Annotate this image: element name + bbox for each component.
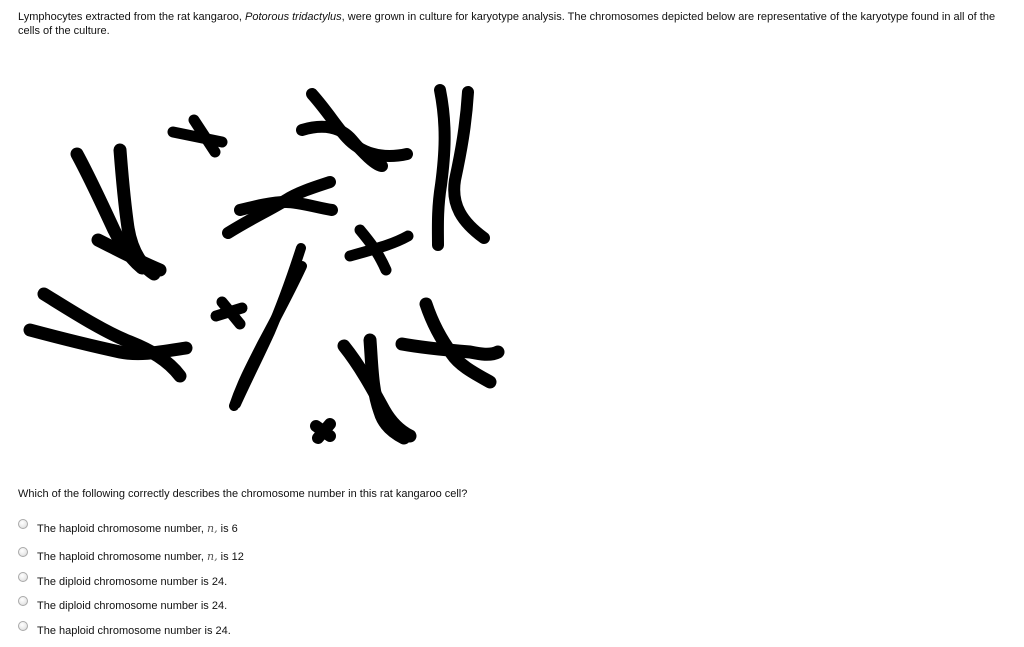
answer-label: The diploid chromosome number is 24. xyxy=(37,576,228,588)
answer-option-1[interactable] xyxy=(18,522,238,536)
question-prompt: Which of the following correctly describes the chromosome number in this rat kangaroo cell? xyxy=(18,488,468,500)
answer-option-3[interactable] xyxy=(18,575,227,589)
species-name: Potorous tridactylus xyxy=(245,11,342,23)
chromosome-curved-top xyxy=(302,94,407,166)
question-intro xyxy=(18,10,1020,38)
answer-label: The haploid chromosome number is 24. xyxy=(37,625,231,637)
chromosome-small-bottom xyxy=(316,424,330,438)
chromosome-x-large xyxy=(438,90,484,245)
radio-button[interactable] xyxy=(18,572,28,582)
answer-label: The diploid chromosome number is 24. xyxy=(37,600,228,612)
radio-button[interactable] xyxy=(18,621,28,631)
intro-text-end: , were grown in culture for karyotype analysis. The chromosomes depicted below are representative of the karyotype found in all of the cells of the culture. xyxy=(18,11,996,37)
chromosome-small-cross-top xyxy=(173,120,222,152)
answer-label: The haploid chromosome number, n, is 6 xyxy=(37,522,238,535)
chromosome-karyotype-image xyxy=(0,70,520,460)
intro-text-start: Lymphocytes extracted from the rat kangaroo, xyxy=(18,11,246,23)
radio-button[interactable] xyxy=(18,519,28,529)
answer-option-4[interactable] xyxy=(18,599,227,613)
answer-label: The haploid chromosome number, n, is 12 xyxy=(37,550,244,563)
answer-option-5[interactable] xyxy=(18,624,231,638)
chromosome-cross-right xyxy=(350,230,408,270)
chromosome-small-cross-center xyxy=(216,302,242,324)
chromosome-cluster-lower-right xyxy=(344,304,498,438)
chromosome-pair-middle xyxy=(228,182,332,233)
radio-button[interactable] xyxy=(18,596,28,606)
chromosome-pair-left-upper xyxy=(77,150,160,274)
radio-button[interactable] xyxy=(18,547,28,557)
answer-option-2[interactable] xyxy=(18,550,244,564)
chromosome-pair-left-lower xyxy=(30,294,186,376)
